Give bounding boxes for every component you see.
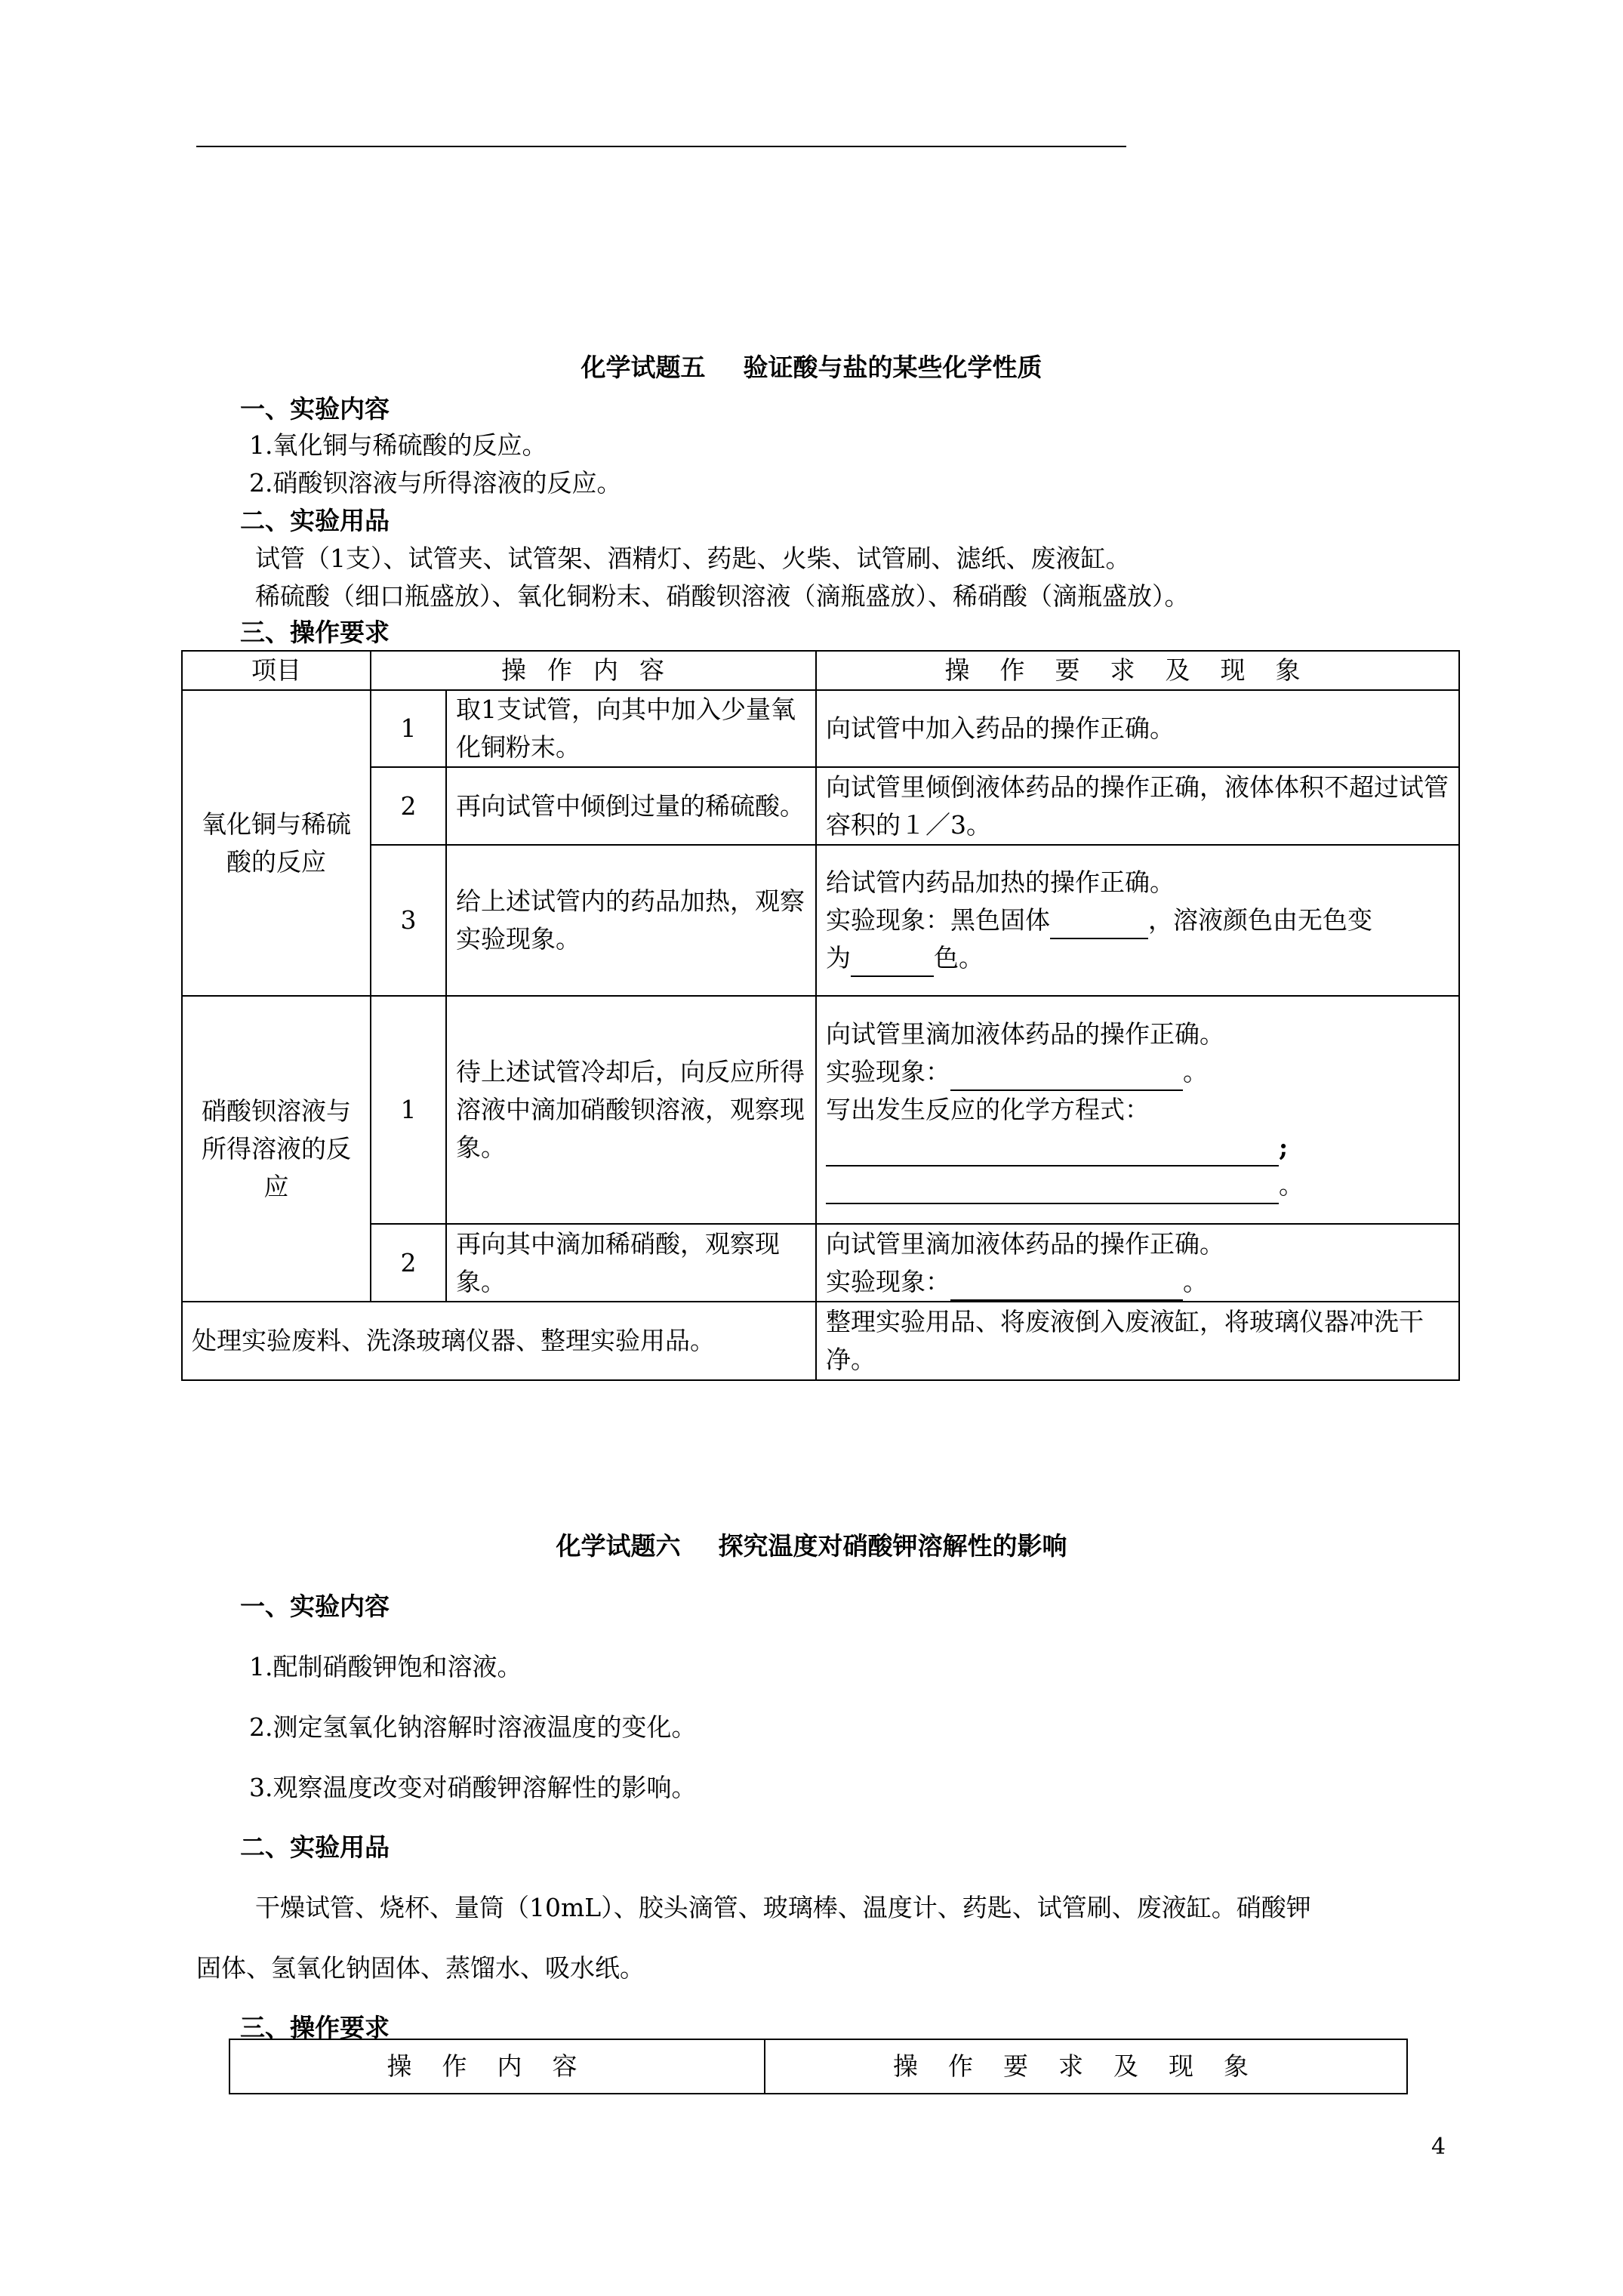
table-row: [182, 845, 1459, 996]
requirement-text: ;: [1279, 1133, 1289, 1162]
header-item: 项目: [182, 651, 371, 690]
exam6-heading-materials: 二、实验用品: [240, 1832, 390, 1862]
exam6-materials-line-1: 干燥试管、烧杯、量筒（10mL）、胶头滴管、玻璃棒、温度计、药匙、试管刷、废液缸。硝酸钾: [255, 1893, 1311, 1922]
table-row: [182, 767, 1459, 845]
row-content: 取1支试管，向其中加入少量氧化铜粉末。: [446, 690, 816, 767]
answer-blank: [950, 1062, 1183, 1091]
cleanup-content: 处理实验废料、洗涤玻璃仪器、整理实验用品。: [182, 1302, 816, 1380]
row-requirement: 向试管中加入药品的操作正确。: [816, 690, 1459, 767]
exam6-heading-content: 一、实验内容: [240, 1592, 390, 1621]
exam5-operation-table: [181, 650, 1460, 1381]
header-requirements: 操作要求及现象: [816, 651, 1459, 690]
table-row: [182, 690, 1459, 767]
answer-blank: [1050, 911, 1148, 939]
group-2-name: 硝酸钡溶液与所得溶液的反应: [182, 996, 371, 1302]
requirement-text: ，溶液颜色由无色变: [1148, 905, 1372, 935]
answer-blank: [950, 1272, 1183, 1301]
exam6-title: [0, 1527, 1623, 1562]
exam6-content-item-3: 3.观察温度改变对硝酸钾溶解性的影响。: [249, 1773, 697, 1802]
table-row: [182, 1224, 1459, 1302]
row-requirement: [816, 1224, 1459, 1302]
row-number: 3: [371, 845, 446, 996]
exam5-title-number: 化学试题五: [581, 353, 706, 382]
exam6-operation-table: [229, 2039, 1408, 2094]
row-requirement: [816, 845, 1459, 996]
requirement-text: 实验现象：: [826, 1057, 950, 1086]
requirement-line: [826, 901, 1449, 939]
row-number: 2: [371, 767, 446, 845]
answer-blank: [851, 948, 934, 977]
requirement-text: 。: [1183, 1266, 1208, 1296]
exam5-heading-materials: 二、实验用品: [240, 506, 390, 535]
exam5-materials-line-1: 试管（1支）、试管夹、试管架、酒精灯、药匙、火柴、试管刷、滤纸、废液缸。: [255, 544, 1131, 573]
table-row: [182, 1302, 1459, 1380]
requirement-line: [826, 1129, 1449, 1166]
table-row: [182, 996, 1459, 1224]
exam5-materials-line-2: 稀硫酸（细口瓶盛放）、氧化铜粉末、硝酸钡溶液（滴瓶盛放）、稀硝酸（滴瓶盛放）。: [255, 581, 1190, 611]
answer-blank: [826, 1138, 1279, 1166]
exam6-content-item-2: 2.测定氢氧化钠溶解时溶液温度的变化。: [249, 1712, 697, 1742]
requirement-line: 向试管里滴加液体药品的操作正确。: [826, 1228, 1224, 1259]
exam5-heading-operation: 三、操作要求: [240, 618, 390, 647]
requirement-text: 色。: [934, 943, 984, 972]
exam6-title-topic: 探究温度对硝酸钾溶解性的影响: [718, 1531, 1067, 1561]
cleanup-requirement: 整理实验用品、将废液倒入废液缸，将玻璃仪器冲洗干净。: [816, 1302, 1459, 1380]
exam6-heading-operation: 三、操作要求: [240, 2013, 390, 2042]
requirement-line: [826, 1166, 1449, 1204]
row-content: 待上述试管冷却后，向反应所得溶液中滴加硝酸钡溶液，观察现象。: [446, 996, 816, 1224]
row-content: 再向其中滴加稀硝酸，观察现象。: [446, 1224, 816, 1302]
row-number: 2: [371, 1224, 446, 1302]
requirement-line: [826, 1053, 1449, 1091]
requirement-line: 向试管里滴加液体药品的操作正确。: [826, 1019, 1224, 1049]
header-rule: [196, 146, 1126, 147]
row-content: 给上述试管内的药品加热，观察实验现象。: [446, 845, 816, 996]
group-1-name: 氧化铜与稀硫酸的反应: [182, 690, 371, 996]
table-header-row: [182, 651, 1459, 690]
exam5-content-item-2: 2.硝酸钡溶液与所得溶液的反应。: [249, 468, 622, 498]
exam6-content-item-1: 1.配制硝酸钾饱和溶液。: [249, 1652, 522, 1681]
page-number: 4: [1431, 2134, 1446, 2160]
requirement-line: [826, 1263, 1449, 1301]
table-header-row: [229, 2039, 1407, 2094]
exam5-title: [0, 348, 1623, 384]
exam5-content-item-1: 1.氧化铜与稀硫酸的反应。: [249, 430, 547, 460]
header-requirements: 操作要求及现象: [765, 2039, 1407, 2094]
exam6-title-number: 化学试题六: [556, 1531, 681, 1561]
exam6-materials-line-2: 固体、氢氧化钠固体、蒸馏水、吸水纸。: [196, 1953, 645, 1983]
exam5-title-topic: 验证酸与盐的某些化学性质: [743, 353, 1042, 382]
requirement-text: 实验现象：黑色固体: [826, 905, 1050, 935]
exam5-heading-content: 一、实验内容: [240, 394, 390, 424]
requirement-text: 。: [1279, 1170, 1304, 1200]
row-number: 1: [371, 690, 446, 767]
requirement-line: 给试管内药品加热的操作正确。: [826, 868, 1175, 897]
requirement-text: 实验现象：: [826, 1266, 950, 1296]
requirement-line: [826, 939, 1449, 977]
row-requirement: 向试管里倾倒液体药品的操作正确，液体体积不超过试管容积的１／3。: [816, 767, 1459, 845]
requirement-line: 写出发生反应的化学方程式：: [826, 1095, 1150, 1124]
row-requirement: [816, 996, 1459, 1224]
header-content: 操作内容: [229, 2039, 765, 2094]
row-content: 再向试管中倾倒过量的稀硫酸。: [446, 767, 816, 845]
requirement-text: 。: [1183, 1057, 1208, 1086]
header-content: 操作内容: [371, 651, 816, 690]
row-number: 1: [371, 996, 446, 1224]
requirement-text: 为: [826, 943, 851, 972]
answer-blank: [826, 1176, 1279, 1204]
